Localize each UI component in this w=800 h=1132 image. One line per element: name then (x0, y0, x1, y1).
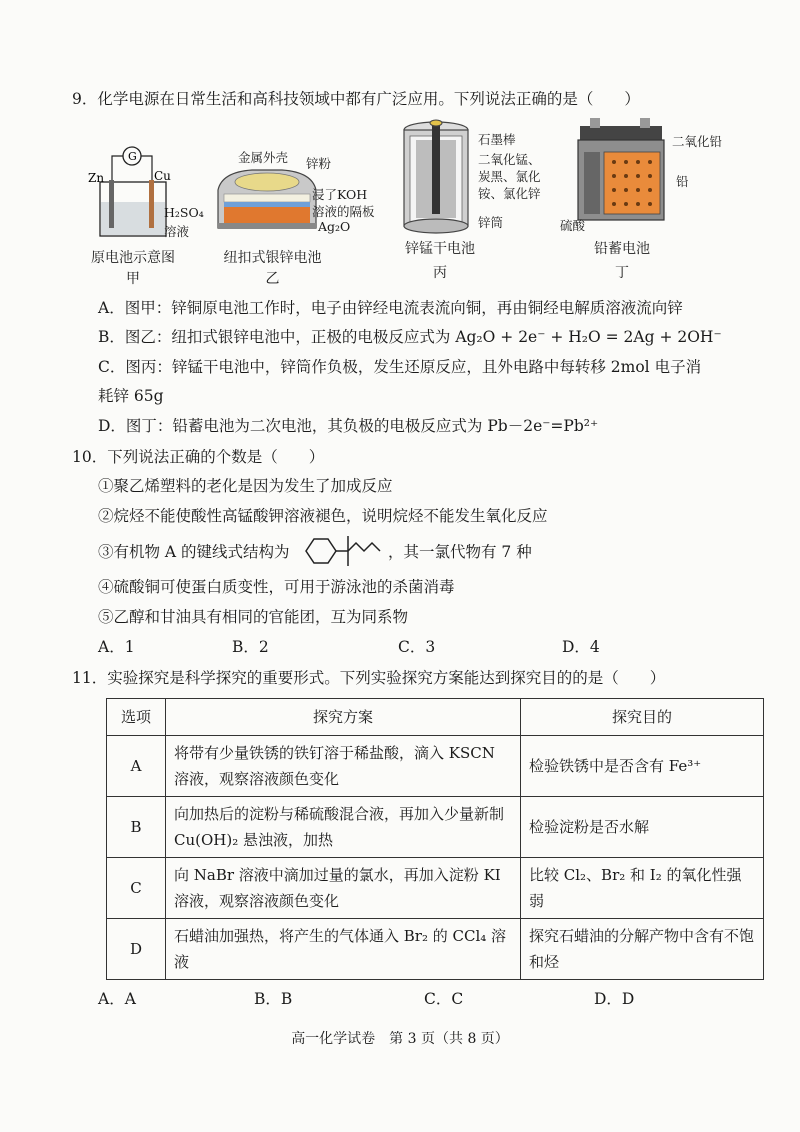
q10-choice-b: B．2 (232, 638, 269, 656)
row-goal: 比较 Cl₂、Br₂ 和 I₂ 的氧化性强弱 (521, 858, 764, 919)
header-option: 选项 (107, 699, 166, 736)
q11-choice-b: B．B (254, 990, 293, 1008)
q9-option-b: B．图乙：纽扣式银锌电池中，正极的电极反应式为 Ag₂O + 2e⁻ + H₂O = 2Ag + 2OH⁻ (98, 328, 722, 346)
row-goal: 检验铁锈中是否含有 Fe³⁺ (521, 736, 764, 797)
q9-option-c-cont: 耗锌 65g (98, 387, 164, 405)
mix-label-2: 炭黑、氯化 (478, 169, 541, 184)
h2so4-label: H₂SO₄ (164, 205, 204, 220)
q10-item-2: ②烷烃不能使酸性高锰酸钾溶液褪色，说明烷烃不能发生氧化反应 (98, 507, 548, 525)
fig-ding-tag: 丁 (615, 265, 629, 281)
table-row (107, 858, 764, 919)
zn-label: Zn (88, 171, 105, 185)
fig-ding-caption: 铅蓄电池 (594, 241, 650, 257)
mix-label-1: 二氧化锰、 (478, 152, 541, 167)
q9-option-c: C．图丙：锌锰干电池中，锌筒作负极，发生还原反应，且外电路中每转移 2mol 电子消 (98, 358, 702, 376)
row-goal: 检验淀粉是否水解 (521, 797, 764, 858)
q10-item-4: ④硫酸铜可使蛋白质变性，可用于游泳池的杀菌消毒 (98, 578, 455, 596)
q10-choice-d: D．4 (562, 638, 600, 656)
ag2o-label: Ag₂O (318, 219, 351, 234)
q11-stem: 11．实验探究是科学探究的重要形式。下列实验探究方案能达到探究目的的是（ ） (72, 669, 666, 687)
q11-table (106, 698, 764, 980)
row-option: D (107, 919, 166, 980)
fig-yi-tag: 乙 (265, 271, 280, 287)
table-row (107, 919, 764, 980)
koh-separator-label-1: 浸了KOH (312, 187, 368, 202)
figure-bing-dry-cell (398, 118, 474, 236)
page-footer: 高一化学试卷 第 3 页（共 8 页） (291, 1031, 509, 1047)
graphite-rod-label: 石墨棒 (478, 132, 516, 147)
table-row (107, 797, 764, 858)
q11-choice-a: A．A (98, 990, 136, 1008)
q9-option-a: A．图甲：锌铜原电池工作时，电子由锌经电流表流向铜，再由铜经电解质溶液流向锌 (98, 299, 683, 317)
q10-item-3: ③有机物 A 的键线式结构为 (98, 543, 290, 561)
q11-choice-d: D．D (594, 990, 635, 1008)
zinc-can-label: 锌筒 (478, 215, 504, 230)
table-header-row (107, 699, 764, 736)
fig-jia-caption: 原电池示意图 (91, 250, 175, 266)
table-row (107, 736, 764, 797)
solution-label: 溶液 (164, 224, 190, 239)
row-goal: 探究石蜡油的分解产物中含有不饱和烃 (521, 919, 764, 980)
q11-choice-c: C．C (424, 990, 464, 1008)
header-goal: 探究目的 (521, 699, 764, 736)
fig-bing-tag: 丙 (433, 265, 447, 281)
header-plan: 探究方案 (166, 699, 521, 736)
q9-option-d: D．图丁：铅蓄电池为二次电池，其负极的电极反应式为 Pb－2e⁻=Pb²⁺ (98, 417, 599, 435)
cu-label: Cu (154, 169, 171, 183)
sulfuric-acid-label: 硫酸 (560, 218, 586, 233)
galvanometer-label: G (128, 150, 137, 163)
structure-a-skeletal-formula (298, 530, 384, 572)
q10-choice-c: C．3 (398, 638, 436, 656)
q10-item-3-cont: ，其一氯代物有 7 种 (388, 543, 532, 561)
fig-bing-caption: 锌锰干电池 (405, 241, 475, 257)
q10-item-5: ⑤乙醇和甘油具有相同的官能团，互为同系物 (98, 608, 409, 626)
q9-stem: 9．化学电源在日常生活和高科技领域中都有广泛应用。下列说法正确的是（ ） (72, 90, 640, 108)
metal-shell-label: 金属外壳 (238, 150, 289, 165)
fig-yi-caption: 纽扣式银锌电池 (223, 250, 322, 266)
row-option: B (107, 797, 166, 858)
q10-stem: 10．下列说法正确的个数是（ ） (72, 448, 325, 466)
q10-choice-a: A．1 (98, 638, 135, 656)
lead-label: 铅 (676, 174, 689, 189)
row-option: C (107, 858, 166, 919)
row-plan: 向 NaBr 溶液中滴加过量的氯水，再加入淀粉 KI 溶液，观察溶液颜色变化 (166, 858, 521, 919)
q10-item-1: ①聚乙烯塑料的老化是因为发生了加成反应 (98, 477, 393, 495)
row-plan: 向加热后的淀粉与稀硫酸混合液，再加入少量新制 Cu(OH)₂ 悬浊液，加热 (166, 797, 521, 858)
zinc-powder-label: 锌粉 (306, 156, 332, 171)
row-option: A (107, 736, 166, 797)
row-plan: 石蜡油加强热，将产生的气体通入 Br₂ 的 CCl₄ 溶液 (166, 919, 521, 980)
fig-jia-tag: 甲 (126, 271, 140, 287)
pbo2-label: 二氧化铅 (672, 134, 723, 149)
row-plan: 将带有少量铁锈的铁钉溶于稀盐酸，滴入 KSCN 溶液，观察溶液颜色变化 (166, 736, 521, 797)
figure-ding-lead-acid-battery (574, 118, 670, 224)
koh-separator-label-2: 溶液的隔板 (312, 204, 375, 219)
mix-label-3: 铵、氯化锌 (478, 186, 541, 201)
